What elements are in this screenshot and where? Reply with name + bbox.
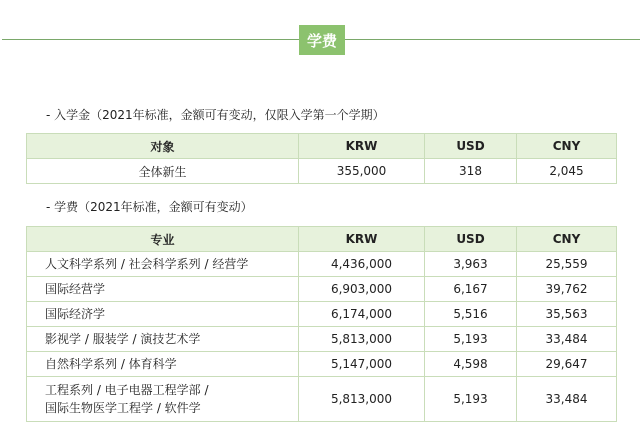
cell-krw: 4,436,000: [299, 252, 425, 277]
table-row: [27, 252, 617, 277]
header-krw: KRW: [299, 134, 425, 159]
cell-major: [27, 377, 299, 422]
table-row: [27, 377, 617, 422]
cell-cny: 25,559: [517, 252, 617, 277]
header-major: 专业: [27, 227, 299, 252]
cell-cny: 33,484: [517, 327, 617, 352]
header-usd: USD: [425, 227, 517, 252]
cell-cny: 2,045: [517, 159, 617, 184]
admission-fee-caption: - 入学金（2021年标准，金额可有变动，仅限入学第一个学期）: [46, 108, 385, 122]
header-krw: KRW: [299, 227, 425, 252]
cell-major: 自然科学系列 / 体育科学: [27, 352, 299, 377]
cell-cny: 33,484: [517, 377, 617, 422]
cell-usd: 5,193: [425, 327, 517, 352]
cell-major: 影视学 / 服装学 / 演技艺术学: [27, 327, 299, 352]
table-row: [27, 352, 617, 377]
cell-krw: 5,147,000: [299, 352, 425, 377]
table-row: [27, 277, 617, 302]
cell-usd: 5,193: [425, 377, 517, 422]
cell-major: 人文科学系列 / 社会科学系列 / 经营学: [27, 252, 299, 277]
header-usd: USD: [425, 134, 517, 159]
cell-major: 国际经济学: [27, 302, 299, 327]
header-cny: CNY: [517, 227, 617, 252]
table-row: [27, 327, 617, 352]
table-header-row: [27, 227, 617, 252]
cell-major: 国际经营学: [27, 277, 299, 302]
cell-cny: 35,563: [517, 302, 617, 327]
cell-target: 全体新生: [27, 159, 299, 184]
cell-krw: 6,903,000: [299, 277, 425, 302]
cell-cny: 29,647: [517, 352, 617, 377]
cell-krw: 6,174,000: [299, 302, 425, 327]
table-row: [27, 159, 617, 184]
header-cny: CNY: [517, 134, 617, 159]
tuition-fee-table: [26, 226, 617, 422]
cell-usd: 4,598: [425, 352, 517, 377]
header-target: 对象: [27, 134, 299, 159]
cell-krw: 355,000: [299, 159, 425, 184]
admission-fee-table: [26, 133, 617, 184]
table-row: [27, 302, 617, 327]
section-title-badge: 学费: [299, 25, 345, 55]
cell-krw: 5,813,000: [299, 377, 425, 422]
cell-usd: 318: [425, 159, 517, 184]
cell-usd: 6,167: [425, 277, 517, 302]
cell-krw: 5,813,000: [299, 327, 425, 352]
cell-usd: 3,963: [425, 252, 517, 277]
major-line-1: 工程系列 / 电子电器工程学部 /: [45, 383, 209, 397]
major-line-2: 国际生物医学工程学 / 软件学: [45, 401, 201, 415]
cell-usd: 5,516: [425, 302, 517, 327]
cell-cny: 39,762: [517, 277, 617, 302]
tuition-fee-caption: - 学费（2021年标准，金额可有变动）: [46, 200, 253, 214]
table-header-row: [27, 134, 617, 159]
